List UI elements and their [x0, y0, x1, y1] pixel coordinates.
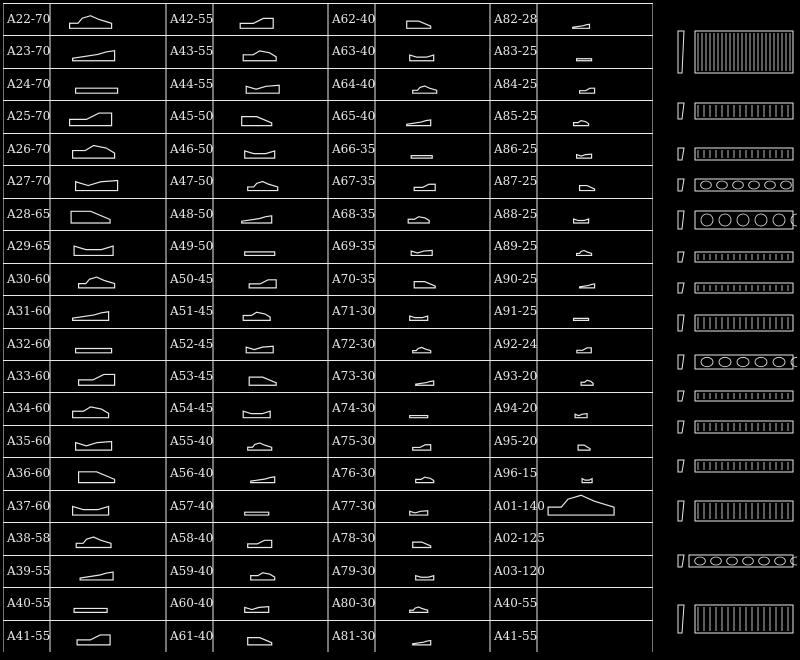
profile-code: A42-55	[170, 12, 214, 26]
profile-code: A62-40	[332, 12, 376, 26]
profile-code: A36-60	[7, 466, 51, 481]
molding-profile	[249, 280, 276, 288]
profile-code: A24-70	[7, 76, 51, 91]
molding-sample	[678, 355, 797, 369]
molding-profile	[73, 407, 109, 418]
molding-profile	[574, 121, 589, 126]
profile-code: A79-30	[332, 563, 376, 578]
profile-code: A53-45	[170, 368, 214, 383]
profile-code: A89-25	[494, 239, 538, 254]
molding-profile	[411, 250, 432, 255]
molding-sample	[678, 148, 793, 160]
profile-code: A61-40	[170, 628, 214, 643]
molding-profile	[245, 607, 269, 613]
profile-code: A57-40	[170, 498, 214, 513]
profile-code: A80-30	[332, 596, 376, 611]
profile-code: A93-20	[494, 368, 538, 383]
molding-profile	[248, 540, 272, 547]
molding-profile	[248, 182, 278, 191]
profile-code: A33-60	[7, 368, 51, 383]
molding-profile	[577, 154, 592, 158]
molding-sample	[678, 315, 793, 331]
profile-code: A37-60	[7, 498, 51, 513]
molding-profile	[410, 55, 434, 61]
molding-sample	[678, 283, 793, 293]
profile-code: A43-55	[170, 44, 214, 59]
profile-code: A26-70	[7, 141, 51, 156]
molding-profile	[79, 277, 115, 288]
profile-code: A02-125	[494, 531, 545, 546]
molding-samples-drawing	[653, 3, 797, 652]
molding-profile	[408, 217, 429, 223]
profile-code: A84-25	[494, 76, 538, 91]
molding-profile	[73, 506, 109, 515]
profile-code: A29-65	[7, 239, 51, 254]
molding-profile	[580, 284, 595, 288]
molding-sample	[678, 501, 793, 521]
profile-code: A35-60	[7, 433, 51, 448]
molding-profile	[76, 537, 111, 547]
profile-code: A75-30	[332, 433, 376, 448]
molding-sample	[678, 179, 793, 191]
molding-profile	[79, 472, 115, 483]
molding-profile	[577, 348, 591, 353]
molding-profile	[251, 573, 275, 580]
molding-profile-table	[3, 3, 653, 652]
molding-profile	[245, 512, 269, 515]
profile-code: A92-24	[494, 336, 538, 351]
molding-sample	[678, 391, 793, 401]
profile-code: A03-120	[494, 563, 545, 578]
profile-code: A47-50	[170, 174, 214, 189]
molding-profile	[240, 18, 273, 28]
table-gridlines	[3, 3, 653, 652]
profile-code: A39-55	[7, 563, 51, 578]
profile-code: A22-70	[7, 12, 51, 26]
profile-code: A72-30	[332, 336, 376, 351]
molding-profile	[577, 250, 592, 255]
molding-profile	[77, 635, 110, 645]
molding-sample	[678, 211, 797, 229]
molding-profile	[410, 511, 428, 515]
molding-sample	[678, 252, 793, 262]
profile-code: A88-25	[494, 206, 538, 221]
profile-code: A44-55	[170, 76, 214, 91]
profile-code: A86-25	[494, 141, 538, 156]
molding-profile	[577, 59, 592, 61]
profile-code: A48-50	[170, 206, 214, 221]
molding-profile	[79, 374, 115, 385]
profile-code: A58-40	[170, 531, 214, 546]
decorative-molding-samples	[653, 3, 797, 652]
profile-code: A30-60	[7, 271, 51, 286]
molding-sample	[678, 103, 793, 119]
profile-code: A59-40	[170, 563, 214, 578]
molding-profile	[74, 608, 107, 612]
molding-profile	[410, 416, 428, 418]
molding-profile	[80, 572, 113, 580]
molding-profile	[416, 576, 434, 580]
molding-profile	[242, 216, 272, 223]
profile-code: A50-45	[170, 271, 214, 286]
profile-code: A64-40	[332, 76, 376, 91]
profile-code: A41-55	[7, 628, 51, 643]
molding-profile	[581, 380, 593, 385]
profile-code: A34-60	[7, 401, 51, 416]
profile-code: A85-25	[494, 109, 538, 124]
profile-code: A77-30	[332, 498, 376, 513]
molding-profile	[76, 180, 118, 190]
molding-profile	[73, 146, 115, 159]
profile-code: A32-60	[7, 336, 51, 351]
profile-code: A55-40	[170, 433, 214, 448]
molding-profile	[414, 184, 435, 190]
molding-profile	[245, 252, 275, 256]
molding-profile	[573, 24, 590, 28]
molding-profile	[407, 21, 431, 28]
profile-code: A60-40	[170, 596, 214, 611]
molding-profile	[243, 312, 270, 320]
profile-code: A23-70	[7, 44, 51, 59]
molding-profile	[76, 348, 112, 352]
molding-profile	[73, 51, 115, 61]
profile-code: A83-25	[494, 44, 538, 59]
profile-code: A90-25	[494, 271, 538, 286]
molding-sample	[678, 555, 797, 567]
profile-code: A73-30	[332, 368, 376, 383]
profile-code: A28-65	[7, 206, 51, 221]
molding-profile	[73, 312, 109, 321]
molding-profile	[251, 477, 275, 483]
profile-code: A94-20	[494, 401, 538, 416]
profile-code: A54-45	[170, 401, 214, 416]
molding-sample	[678, 421, 793, 433]
profile-code: A69-35	[332, 239, 376, 254]
molding-profile	[574, 219, 589, 223]
molding-profile	[410, 316, 428, 320]
profile-code: A91-25	[494, 304, 538, 319]
molding-profile	[70, 16, 112, 29]
molding-sample	[678, 460, 793, 472]
profile-code: A56-40	[170, 466, 214, 481]
molding-profile	[242, 117, 272, 126]
profile-code: A87-25	[494, 174, 538, 189]
molding-profile	[416, 381, 434, 385]
molding-profile	[548, 495, 614, 515]
molding-profile	[248, 638, 272, 645]
molding-sample	[678, 31, 793, 73]
profile-code: A40-55	[494, 596, 538, 611]
molding-profile	[70, 113, 112, 126]
molding-profile	[582, 479, 592, 483]
molding-profile	[578, 445, 590, 450]
profile-code: A49-50	[170, 239, 214, 254]
profile-code: A71-30	[332, 304, 376, 319]
profile-code: A51-45	[170, 304, 214, 319]
molding-profile	[407, 120, 431, 126]
molding-profile	[76, 442, 112, 451]
profile-code: A74-30	[332, 401, 376, 416]
molding-profile	[413, 347, 431, 352]
molding-profile	[246, 346, 273, 352]
profile-code: A41-55	[494, 628, 538, 643]
molding-profile	[580, 88, 595, 93]
profile-code: A65-40	[332, 109, 376, 124]
molding-profile	[71, 211, 110, 223]
molding-profile	[76, 88, 118, 93]
profile-code: A27-70	[7, 174, 51, 189]
profile-code: A76-30	[332, 466, 376, 481]
profile-code: A45-50	[170, 109, 214, 124]
profile-code: A40-55	[7, 596, 51, 611]
molding-profile	[248, 443, 272, 450]
molding-profile	[575, 414, 587, 418]
profile-code: A38-58	[7, 531, 51, 546]
profile-code: A70-35	[332, 271, 376, 286]
molding-profile	[245, 151, 275, 158]
molding-profile	[74, 246, 113, 255]
profile-code: A66-35	[332, 141, 376, 156]
profile-code: A81-30	[332, 628, 376, 643]
molding-profile	[574, 318, 589, 320]
molding-profile	[414, 282, 435, 288]
molding-profile	[413, 445, 431, 450]
profile-code: A95-20	[494, 433, 538, 448]
molding-profile	[580, 186, 595, 191]
molding-profile	[413, 86, 437, 93]
profile-code: A01-140	[494, 498, 545, 513]
molding-profile	[410, 607, 428, 612]
molding-sample	[678, 605, 793, 633]
molding-profile	[243, 411, 270, 417]
profile-code: A67-35	[332, 174, 376, 189]
molding-profile	[246, 85, 279, 93]
profile-code: A46-50	[170, 141, 214, 156]
profile-code: A96-15	[494, 466, 538, 481]
profile-code: A68-35	[332, 206, 376, 221]
profile-code: A31-60	[7, 304, 51, 319]
profile-code: A63-40	[332, 44, 376, 59]
molding-profile	[416, 477, 434, 482]
molding-profile	[411, 156, 432, 159]
profile-code: A78-30	[332, 531, 376, 546]
molding-profile	[249, 377, 276, 385]
molding-profile	[413, 641, 431, 645]
profile-code: A25-70	[7, 109, 51, 124]
molding-profile	[243, 51, 276, 61]
profile-code: A52-45	[170, 336, 214, 351]
molding-profile	[413, 542, 431, 547]
profile-code: A82-28	[494, 12, 538, 26]
